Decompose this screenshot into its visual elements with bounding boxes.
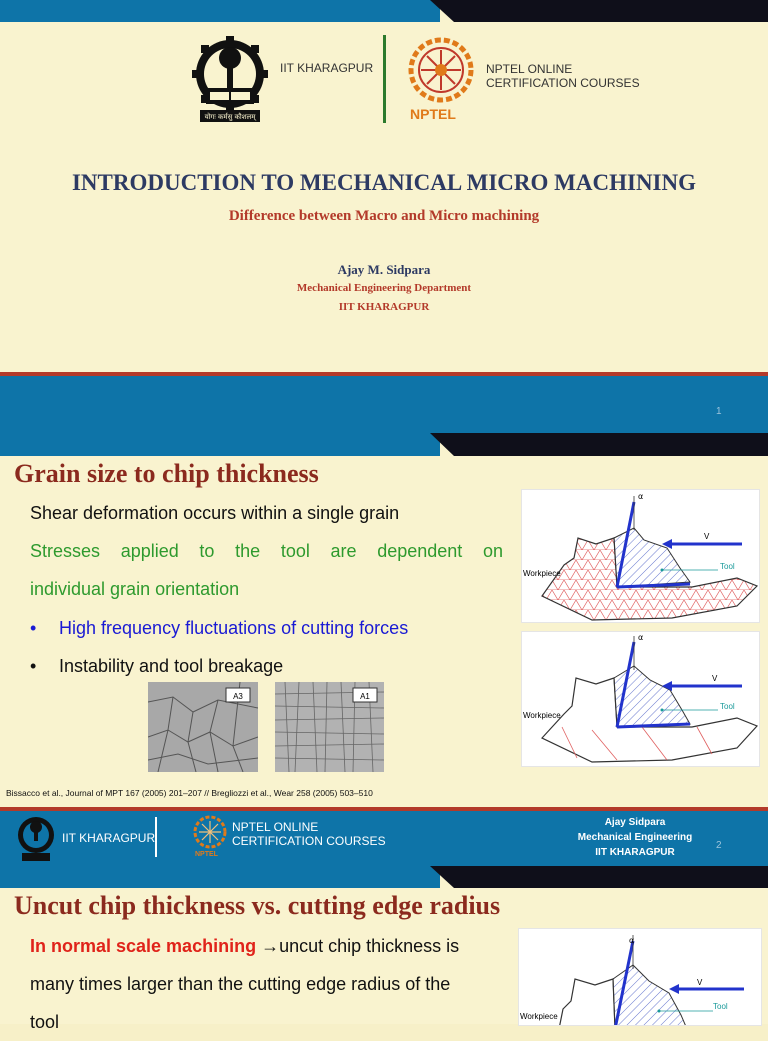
top-band-blue <box>0 433 440 456</box>
nptel-caption <box>486 62 640 90</box>
text-line-2b: individual grain orientation <box>30 579 240 599</box>
page-title: INTRODUCTION TO MECHANICAL MICRO MACHINING <box>71 170 697 195</box>
footer-dept: Mechanical Engineering <box>577 832 693 843</box>
text-line-1 <box>30 927 500 965</box>
bullet-2: Instability and tool breakage <box>59 656 284 676</box>
tool-edge-diagram <box>518 928 762 1026</box>
micrograph-fine <box>275 682 384 772</box>
footer-nptel-line-1: NPTEL ONLINE <box>232 820 319 834</box>
slide-title: Grain size to chip thickness <box>14 459 319 488</box>
nptel-word: NPTEL <box>410 106 456 122</box>
citation: Bissacco et al., Journal of MPT 167 (2005) 201–207 // Bregliozzi et al., Wear 258 (2005) 503–510 <box>6 788 373 798</box>
author-institute: IIT KHARAGPUR <box>338 301 430 313</box>
diagram3-alpha: α <box>629 936 635 945</box>
page-number: 2 <box>716 840 722 851</box>
diagram2-tool: Tool <box>720 702 735 711</box>
tool-grain-diagram-2 <box>521 631 760 767</box>
top-band-blue <box>0 866 440 888</box>
logo-divider <box>383 35 386 123</box>
footer-nptel-logo <box>192 814 228 854</box>
bullet-1-marker: • <box>30 618 37 638</box>
diagram3-tool: Tool <box>713 1002 728 1011</box>
diagram3-workpiece: Workpiece <box>520 1012 558 1021</box>
diagram3-v: V <box>697 978 703 987</box>
tool-grain-diagram-1 <box>521 489 760 623</box>
text-line-2: many times larger than the cutting edge radius of the <box>30 974 451 994</box>
author-name: Ajay M. Sidpara <box>337 262 431 277</box>
footer-nptel-caption <box>232 820 386 848</box>
micrograph1-label: A3 <box>233 692 243 701</box>
author-department: Mechanical Engineering Department <box>296 282 472 294</box>
text-line-2a: Stresses applied to the tool are dependent on <box>30 541 503 561</box>
diagram2-alpha: α <box>638 633 644 642</box>
footer-nptel-word: NPTEL <box>195 851 218 858</box>
top-band-blue <box>0 0 440 22</box>
highlight-phrase: In normal scale machining <box>30 936 257 956</box>
diagram1-tool: Tool <box>720 562 735 571</box>
iit-label: IIT KHARAGPUR <box>280 61 374 75</box>
text-line-1: Shear deformation occurs within a single grain <box>30 503 400 523</box>
diagram1-workpiece: Workpiece <box>523 569 561 578</box>
footer-divider <box>155 817 157 857</box>
slide-title: Uncut chip thickness vs. cutting edge radius <box>14 891 501 920</box>
footer-iit-logo <box>14 815 58 863</box>
slide-1 <box>0 0 768 433</box>
slide-3 <box>0 866 768 1032</box>
text-line-1-rest: uncut chip thickness is <box>279 936 460 956</box>
footer-author-block <box>560 815 710 860</box>
page-number: 1 <box>716 406 722 417</box>
top-band-dark <box>430 433 768 456</box>
footer-nptel-line-2: CERTIFICATION COURSES <box>232 834 386 848</box>
micrograph-coarse <box>148 682 258 772</box>
bullet-1: High frequency fluctuations of cutting forces <box>59 618 409 638</box>
top-band-dark <box>430 0 768 22</box>
diagram1-alpha: α <box>638 492 644 501</box>
micrograph2-label: A1 <box>360 692 370 701</box>
nptel-line-1: NPTEL ONLINE <box>486 62 573 76</box>
text-line-3: tool <box>30 1012 60 1032</box>
slide-2 <box>0 433 768 866</box>
diagram2-v: V <box>712 674 718 683</box>
page-subtitle: Difference between Macro and Micro machining <box>228 208 540 224</box>
footer-iit-label: IIT KHARAGPUR <box>62 831 156 845</box>
diagram1-v: V <box>704 532 710 541</box>
top-band-dark <box>430 866 768 888</box>
bullet-2-marker: • <box>30 656 37 676</box>
iit-motto: योगः कर्मसु कौशलम् <box>204 113 256 121</box>
diagram2-workpiece: Workpiece <box>523 711 561 720</box>
bottom-band-blue <box>0 376 768 433</box>
arrow-icon: → <box>261 936 280 956</box>
iit-kharagpur-logo <box>190 34 270 124</box>
nptel-logo <box>404 36 478 122</box>
footer-inst: IIT KHARAGPUR <box>595 847 675 858</box>
footer-name: Ajay Sidpara <box>604 817 666 828</box>
nptel-line-2: CERTIFICATION COURSES <box>486 76 640 90</box>
